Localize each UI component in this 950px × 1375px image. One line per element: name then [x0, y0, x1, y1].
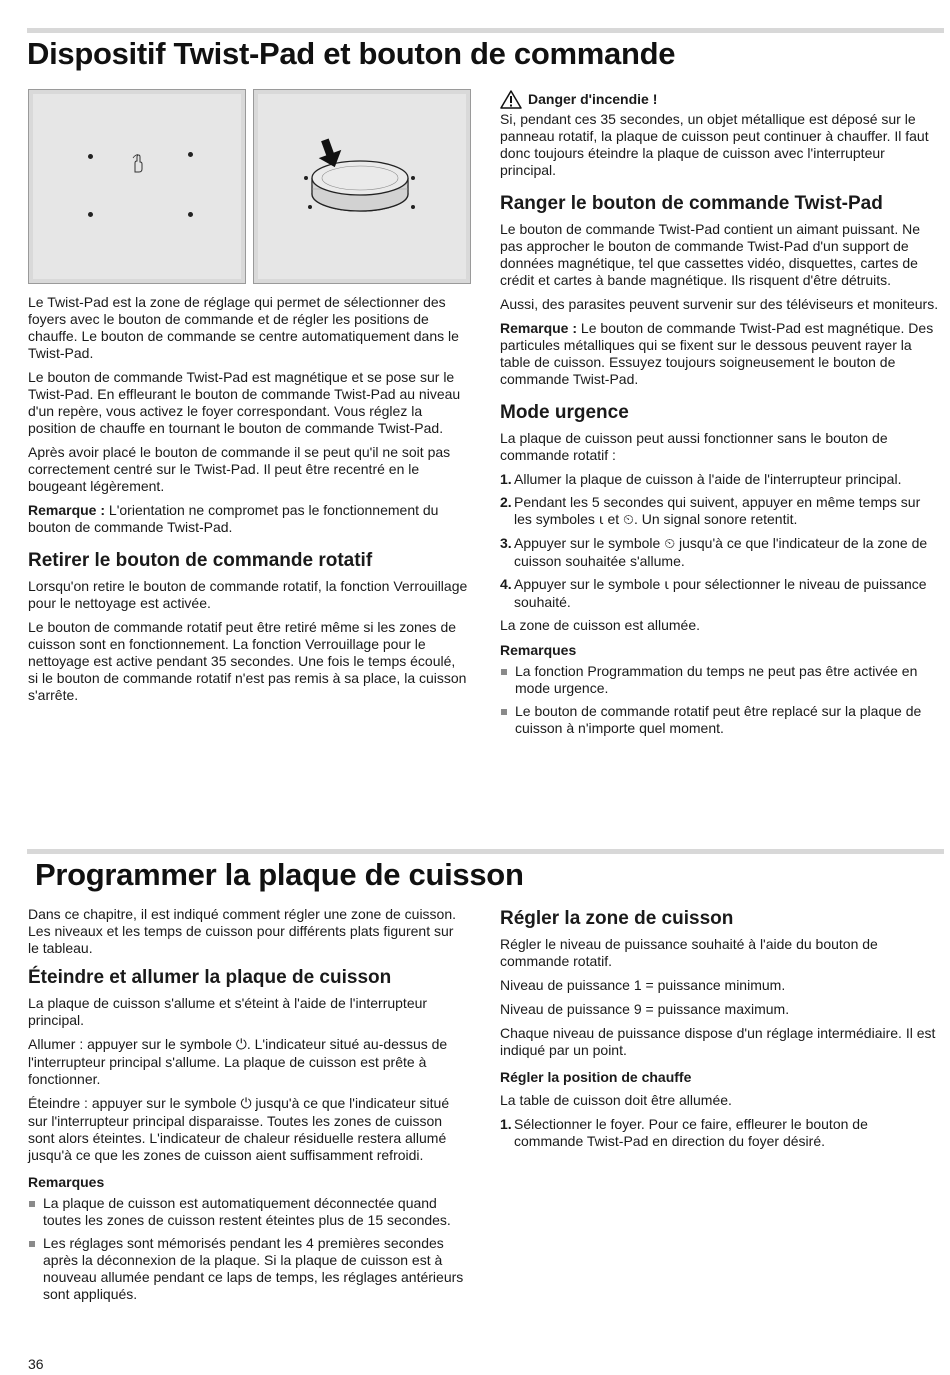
- paragraph: La table de cuisson doit être allumée.: [500, 1092, 732, 1108]
- danger-warning: [500, 90, 940, 109]
- power-symbol-icon: ⏻: [240, 1096, 252, 1112]
- remarks-heading: Remarques: [28, 1174, 105, 1190]
- section2-left-column: [28, 906, 468, 1309]
- power-symbol-icon: ⏻: [235, 1037, 247, 1053]
- timer-symbol-icon: ⏲: [623, 512, 634, 528]
- note-label: Remarque :: [500, 320, 578, 336]
- zone-marker-dot: [188, 152, 193, 157]
- heading-retirer: Retirer le bouton de commande rotatif: [28, 550, 373, 571]
- zone-marker-dot: [188, 212, 193, 217]
- section1-title: Dispositif Twist-Pad et bouton de commande: [27, 36, 676, 71]
- paragraph: Allumer : appuyer sur le symbole ⏻. L'indicateur situé au-dessus de l'interrupteur principal s'allume. La plaque de cuisson est prête à fonctionner.: [28, 1036, 448, 1087]
- section1-left-column: [28, 294, 468, 711]
- urgence-steps: [500, 471, 940, 611]
- bullet-square-icon: [501, 669, 507, 675]
- bullet-square-icon: [29, 1201, 35, 1207]
- section2-right-column: [500, 894, 940, 1156]
- remark-item: Le bouton de commande rotatif peut être replacé sur la plaque de cuisson à n'importe quel moment.: [500, 703, 940, 737]
- step-item: 2. Pendant les 5 secondes qui suivent, appuyer en même temps sur les symboles ⍳ et ⏲. Un signal sonore retentit.: [500, 494, 921, 528]
- note-text: L'orientation ne compromet pas le fonctionnement du bouton de commande Twist-Pad.: [28, 502, 439, 535]
- heading-regler-position: Régler la position de chauffe: [500, 1069, 692, 1085]
- section2-title: Programmer la plaque de cuisson: [35, 857, 524, 892]
- step-item: 4. Appuyer sur le symbole ⍳ pour sélectionner le niveau de puissance souhaité.: [500, 576, 927, 610]
- bullet-square-icon: [29, 1241, 35, 1247]
- paragraph: Niveau de puissance 9 = puissance maximum.: [500, 1001, 790, 1017]
- page-number: 36: [28, 1356, 44, 1372]
- paragraph: Après avoir placé le bouton de commande il se peut qu'il ne soit pas correctement centré sur le Twist-Pad. Il peut être recentré en le bougeant légèrement.: [28, 444, 451, 494]
- paragraph: Éteindre : appuyer sur le symbole ⏻ jusqu'à ce que l'indicateur situé sur l'interrupteur principal disparaisse. Toutes les zones de cuisson sont alors éteintes. L'indicateur de chaleur résiduelle restera allumé jusqu'à ce que les zones de cuisson aient suffisamment refroidi.: [28, 1095, 450, 1163]
- section-rule-top: [27, 28, 944, 33]
- paragraph: Chaque niveau de puissance dispose d'un réglage intermédiaire. Il est indiqué par un point.: [500, 1025, 936, 1058]
- paragraph: Aussi, des parasites peuvent survenir sur des téléviseurs et moniteurs.: [500, 296, 939, 312]
- paragraph: Le bouton de commande Twist-Pad contient un aimant puissant. Ne pas approcher le bouton de commande Twist-Pad d'un support de données magnétique, tel que cassettes vidéo, disquettes, cartes de crédit et cartes à bande magnétique. Ils risquent d'être détruits.: [500, 221, 920, 288]
- heading-mode-urgence: Mode urgence: [500, 402, 629, 423]
- paragraph: La plaque de cuisson peut aussi fonctionner sans le bouton de commande rotatif :: [500, 430, 888, 463]
- rotary-knob-illustration: [258, 94, 468, 281]
- remark-item: La plaque de cuisson est automatiquement déconnectée quand toutes les zones de cuisson restent éteintes plus de 15 secondes.: [28, 1195, 468, 1229]
- twistpad-figure: [28, 89, 246, 284]
- timer-symbol-icon: ⏲: [664, 536, 676, 552]
- paragraph: Le bouton de commande rotatif peut être retiré même si les zones de cuisson sont en fonctionnement. La fonction Verrouillage pour le nettoyage est active pendant 35 secondes. Une fois le temps écoulé, si le bouton de commande rotatif n'est pas remis à sa place, la cuisson s'arrête.: [28, 619, 467, 703]
- danger-text: Si, pendant ces 35 secondes, un objet métallique est déposé sur le panneau rotatif, la plaque de cuisson peut continuer à chauffer. Il faut donc toujours éteindre la plaque de cuisson avec l'interrupteur principal.: [500, 111, 929, 178]
- heading-ranger: Ranger le bouton de commande Twist-Pad: [500, 193, 883, 214]
- lock-symbol-icon: ⍳: [598, 512, 604, 528]
- remarks-list: [500, 663, 940, 737]
- paragraph: La zone de cuisson est allumée.: [500, 617, 701, 633]
- section-rule-bottom: [27, 849, 944, 854]
- position-steps: [500, 1116, 940, 1150]
- bullet-square-icon: [501, 709, 507, 715]
- lock-symbol-icon: ⍳: [664, 577, 669, 593]
- heading-eteindre: Éteindre et allumer la plaque de cuisson: [28, 967, 392, 988]
- paragraph: Dans ce chapitre, il est indiqué comment régler une zone de cuisson. Les niveaux et les temps de cuisson pour différents plats figurent sur le tableau.: [28, 906, 457, 956]
- paragraph: Le Twist-Pad est la zone de réglage qui permet de sélectionner des foyers avec le bouton de commande et de régler les positions de chauffe. Le bouton de commande se centre automatiquement dans le Twist-Pad.: [28, 294, 459, 361]
- note-paragraph: [500, 320, 940, 388]
- warning-triangle-icon: [500, 90, 522, 109]
- note-text: Le bouton de commande Twist-Pad est magnétique. Des particules métalliques qui se fixent sur le dessous peuvent rayer la table de cuisson. Essuyez toujours soigneusement le bouton de commande Twist-Pad.: [500, 320, 934, 387]
- danger-label: Danger d'incendie !: [528, 91, 658, 107]
- note-label: Remarque :: [28, 502, 106, 518]
- remarks-heading: Remarques: [500, 642, 577, 658]
- zone-marker-dot: [88, 212, 93, 217]
- remark-item: La fonction Programmation du temps ne peut pas être activée en mode urgence.: [500, 663, 940, 697]
- knob-figure: [253, 89, 471, 284]
- paragraph: Régler le niveau de puissance souhaité à l'aide du bouton de commande rotatif.: [500, 936, 878, 969]
- paragraph: Lorsqu'on retire le bouton de commande rotatif, la fonction Verrouillage pour le nettoyage est activée.: [28, 578, 468, 611]
- zone-marker-dot: [88, 154, 93, 159]
- note-paragraph: [28, 502, 468, 536]
- paragraph: Niveau de puissance 1 = puissance minimum.: [500, 977, 786, 993]
- paragraph: La plaque de cuisson s'allume et s'éteint à l'aide de l'interrupteur principal.: [28, 995, 428, 1028]
- section1-right-column: [500, 90, 940, 743]
- step-item: 1. Sélectionner le foyer. Pour ce faire, effleurer le bouton de commande Twist-Pad en direction du foyer désiré.: [500, 1116, 868, 1149]
- touch-hand-icon: [131, 154, 145, 174]
- step-item: 3. Appuyer sur le symbole ⏲ jusqu'à ce que l'indicateur de la zone de cuisson souhaitée s'allume.: [500, 535, 928, 569]
- remarks-list: [28, 1195, 468, 1303]
- heading-regler-zone: Régler la zone de cuisson: [500, 908, 734, 929]
- paragraph: Le bouton de commande Twist-Pad est magnétique et se pose sur le Twist-Pad. En effleurant le bouton de commande Twist-Pad au niveau d'un repère, vous activez le foyer correspondant. Vous réglez la position de chauffe en tournant le bouton de commande Twist-Pad.: [28, 369, 461, 436]
- remark-item: Les réglages sont mémorisés pendant les 4 premières secondes après la déconnexion de la plaque. Si la plaque de cuisson est à nouveau allumée pendant ce laps de temps, les réglages antérieurs sont appliqués.: [28, 1235, 468, 1303]
- step-item: 1. Allumer la plaque de cuisson à l'aide de l'interrupteur principal.: [500, 471, 902, 487]
